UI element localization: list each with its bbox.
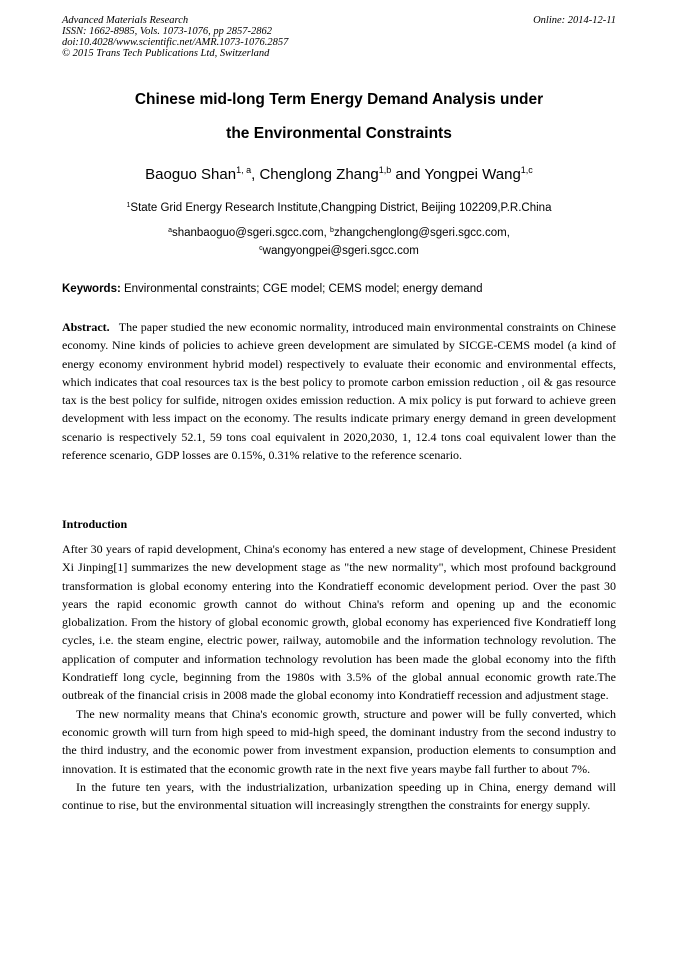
author-name: Chenglong Zhang: [259, 166, 379, 183]
issn-line: ISSN: 1662-8985, Vols. 1073-1076, pp 2857-2862: [62, 26, 272, 37]
email-line-2: [62, 245, 616, 257]
email-superscript: c: [259, 245, 263, 252]
paragraph: After 30 years of rapid development, China's economy has entered a new stage of development, Chinese President Xi Jinping[1] summarizes the new development stage as "the new normality", which most profound background transformation is global economy entering into the Kondratieff economic development period. Over the past 30 years the rapid economic growth cannot do without China's reform and opening up and the economic globalization. From the history of global economic growth, global economy has experienced five Kondratieff long cycles, i.e. the steam engine, electric power, railway, automobile and the information technology revolution. The application of computer and information technology revolution has been made the global economy into the fifth Kondratieff long cycle, beginning from the 1980s with 3.5% of the global annual economic growth rate.The outbreak of the financial crisis in 2008 made the global economy into Kondratieff recession and adjustment stage.: [62, 542, 616, 703]
keywords-label: Keywords:: [62, 283, 121, 295]
author-separator: ,: [251, 166, 260, 183]
author-superscript: 1,b: [378, 165, 392, 175]
introduction-body: [62, 540, 616, 814]
journal-header: [62, 15, 616, 59]
section-heading-introduction: Introduction: [62, 517, 128, 531]
copyright-line: © 2015 Trans Tech Publications Ltd, Switzerland: [62, 48, 270, 59]
paragraph: The new normality means that China's economic growth, structure and power will be fully converted, which economic growth will turn from high speed to mid-high speed, the dominant industry from the second industry to the third industry, and the economic power from investment expansion, production elements to consumption and innovation. It is estimated that the economic growth rate in the next five years maybe fall further to about 7%.: [62, 706, 616, 776]
email-superscript: b: [330, 227, 334, 234]
author-list: [62, 166, 616, 183]
affiliation: [62, 202, 616, 214]
title-line-2: the Environmental Constraints: [226, 125, 452, 142]
email-line-1: [62, 227, 616, 239]
author-superscript: 1, a: [236, 165, 252, 175]
online-date: Online: 2014-12-11: [533, 15, 616, 26]
abstract-text: The paper studied the new economic normality, introduced main environmental constraints on Chinese economy. Nine kinds of policies to achieve green development are simulated by SICGE-CEMS model (a kind of energy economy environment hybrid model) respectively to evaluate their economic and environmental effects, which indicates that coal resources tax is the best policy to promote carbon emission reduction , oil & gas resource tax is the best policy for sulfide, nitrogen oxides emission reduction. A mix policy is put forward to achieve green development with less impact on the economy. The results indicate primary energy demand in green development scenario is respectively 52.1, 59 tons coal equivalent in 2020,2030, 1, 12.4 tons coal equivalent lower than the reference scenario, GDP losses are 0.15%, 0.31% relative to the reference scenario.: [62, 320, 616, 463]
email-link[interactable]: wangyongpei@sgeri.sgcc.com: [262, 245, 419, 257]
affiliation-superscript: 1: [126, 202, 131, 209]
keywords-text: Environmental constraints; CGE model; CEMS model; energy demand: [120, 283, 483, 295]
email-superscript: a: [168, 227, 172, 234]
journal-name: Advanced Materials Research: [62, 15, 189, 26]
author-superscript: 1,c: [520, 165, 533, 175]
email-link[interactable]: zhangchenglong@sgeri.sgcc.com,: [333, 227, 510, 239]
author-name: Yongpei Wang: [424, 166, 521, 183]
doi-line: doi:10.4028/www.scientific.net/AMR.1073-1076.2857: [62, 37, 289, 48]
author-separator: and: [391, 166, 425, 183]
keywords: [62, 283, 616, 295]
author-name: Baoguo Shan: [145, 166, 237, 183]
paragraph: In the future ten years, with the industrialization, urbanization speeding up in China, energy demand will continue to rise, but the environmental situation will increasingly strengthen the constraints for energy supply.: [62, 779, 616, 813]
abstract: [62, 318, 616, 464]
title-line-1: Chinese mid-long Term Energy Demand Analysis under: [134, 91, 544, 108]
email-link[interactable]: shanbaoguo@sgeri.sgcc.com,: [171, 227, 331, 239]
abstract-label: Abstract.: [62, 320, 110, 334]
affiliation-text: State Grid Energy Research Institute,Changping District, Beijing 102209,P.R.China: [130, 202, 552, 214]
